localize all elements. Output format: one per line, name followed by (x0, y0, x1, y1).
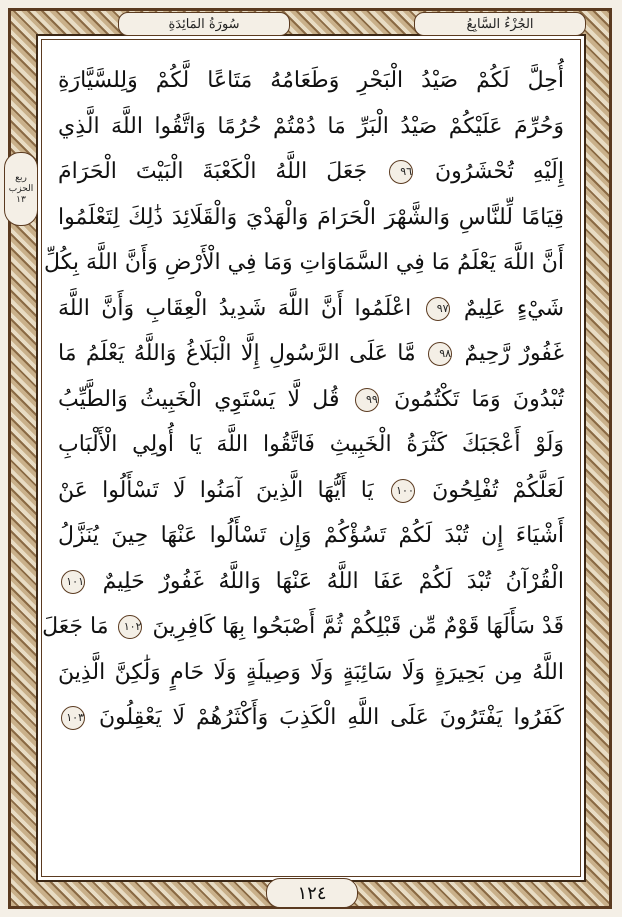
ayah-number-marker: ٩٧ (426, 297, 450, 321)
ayah-number-marker: ٩٩ (355, 388, 379, 412)
verse-text: لَعَلَّكُمْ تُفْلِحُونَ (432, 477, 565, 503)
juz-label: الجُزْءُ السَّابِعُ (414, 12, 586, 36)
verse-line (58, 286, 564, 332)
verse-line (58, 559, 564, 605)
ayah-number-marker: ٩٦ (389, 160, 413, 184)
ayah-number-marker: ١٠٠ (391, 479, 415, 503)
verse-text: وَحُرِّمَ عَلَيْكُمْ صَيْدُ الْبَرِّ مَا دُمْتُمْ حُرُمًا وَاتَّقُوا اللَّهَ الَّذِي (58, 113, 564, 139)
verse-text: أَنَّ اللَّهَ يَعْلَمُ مَا فِي السَّمَاوَاتِ وَمَا فِي الْأَرْضِ وَأَنَّ اللَّهَ بِكُلِّ (44, 250, 564, 275)
verse-text: تُبْدُونَ وَمَا تَكْتُمُونَ (394, 386, 565, 412)
verse-line (58, 104, 564, 150)
verse-text: قُل لَّا يَسْتَوِي الْخَبِيثُ وَالطَّيِّبُ (58, 386, 340, 412)
quran-text (42, 58, 565, 860)
ayah-number-marker: ١٠٣ (61, 706, 85, 730)
verse-line (58, 513, 564, 559)
verse-line (58, 331, 564, 377)
verse-line (58, 149, 564, 195)
verse-line (42, 604, 564, 650)
verse-text: أُحِلَّ لَكُمْ صَيْدُ الْبَحْرِ وَطَعَامُهُ مَتَاعًا لَّكُمْ وَلِلسَّيَّارَةِ (58, 68, 564, 93)
verse-text: مَا جَعَلَ (42, 614, 109, 639)
verse-line (58, 58, 564, 104)
ayah-number-marker: ٩٨ (428, 342, 452, 366)
hizb-quarter-label: ربع (15, 172, 27, 183)
verse-text: جَعَلَ اللَّهُ الْكَعْبَةَ الْبَيْتَ الْحَرَامَ (58, 159, 368, 184)
hizb-marker (4, 152, 38, 226)
verse-text: اعْلَمُوا أَنَّ اللَّهَ شَدِيدُ الْعِقَابِ وَأَنَّ اللَّهَ (58, 295, 412, 321)
surah-label: سُورَةُ المَائِدَةِ (118, 12, 290, 36)
verse-line (58, 468, 564, 514)
verse-line (58, 422, 564, 468)
verse-text: قَدْ سَأَلَهَا قَوْمٌ مِّن قَبْلِكُمْ ثُمَّ أَصْبَحُوا بِهَا كَافِرِينَ (152, 614, 564, 639)
verse-text: كَفَرُوا يَفْتَرُونَ عَلَى اللَّهِ الْكَذِبَ وَأَكْثَرُهُمْ لَا يَعْقِلُونَ (98, 705, 564, 730)
verse-text: قِيَامًا لِّلنَّاسِ وَالشَّهْرَ الْحَرَامَ وَالْهَدْيَ وَالْقَلَائِدَ ذَٰلِكَ لِتَعْلَمُوا (58, 204, 564, 230)
verse-line (58, 377, 564, 423)
hizb-number: ١٣ (16, 194, 26, 205)
verse-line (58, 695, 564, 741)
verse-text: يَا أَيُّهَا الَّذِينَ آمَنُوا لَا تَسْأَلُوا عَنْ (58, 477, 374, 503)
page-number: ١٢٤ (266, 878, 358, 908)
verse-text: الْقُرْآنُ تُبْدَ لَكُمْ عَفَا اللَّهُ عَنْهَا وَاللَّهُ غَفُورٌ حَلِيمٌ (102, 568, 564, 594)
verse-text: أَشْيَاءَ إِن تُبْدَ لَكُمْ تَسُؤْكُمْ وَإِن تَسْأَلُوا عَنْهَا حِينَ يُنَزَّلُ (58, 523, 564, 548)
verse-line (58, 650, 564, 696)
verse-text: غَفُورٌ رَّحِيمٌ (464, 341, 564, 366)
verse-text: شَيْءٍ عَلِيمٌ (463, 295, 565, 321)
ayah-number-marker: ١٠٢ (118, 615, 142, 639)
hizb-label: الحزب (8, 183, 34, 194)
verse-text: مَّا عَلَى الرَّسُولِ إِلَّا الْبَلَاغُ وَاللَّهُ يَعْلَمُ مَا (58, 341, 416, 366)
verse-text: اللَّهُ مِن بَحِيرَةٍ وَلَا سَائِبَةٍ وَلَا وَصِيلَةٍ وَلَا حَامٍ وَلَٰكِنَّ الَّذِينَ (58, 659, 564, 685)
verse-line (58, 195, 564, 241)
ayah-number-marker: ١٠١ (61, 570, 85, 594)
verse-text: إِلَيْهِ تُحْشَرُونَ (434, 159, 564, 184)
verse-text: وَلَوْ أَعْجَبَكَ كَثْرَةُ الْخَبِيثِ فَاتَّقُوا اللَّهَ يَا أُولِي الْأَلْبَابِ (58, 432, 564, 457)
verse-line (44, 240, 564, 286)
